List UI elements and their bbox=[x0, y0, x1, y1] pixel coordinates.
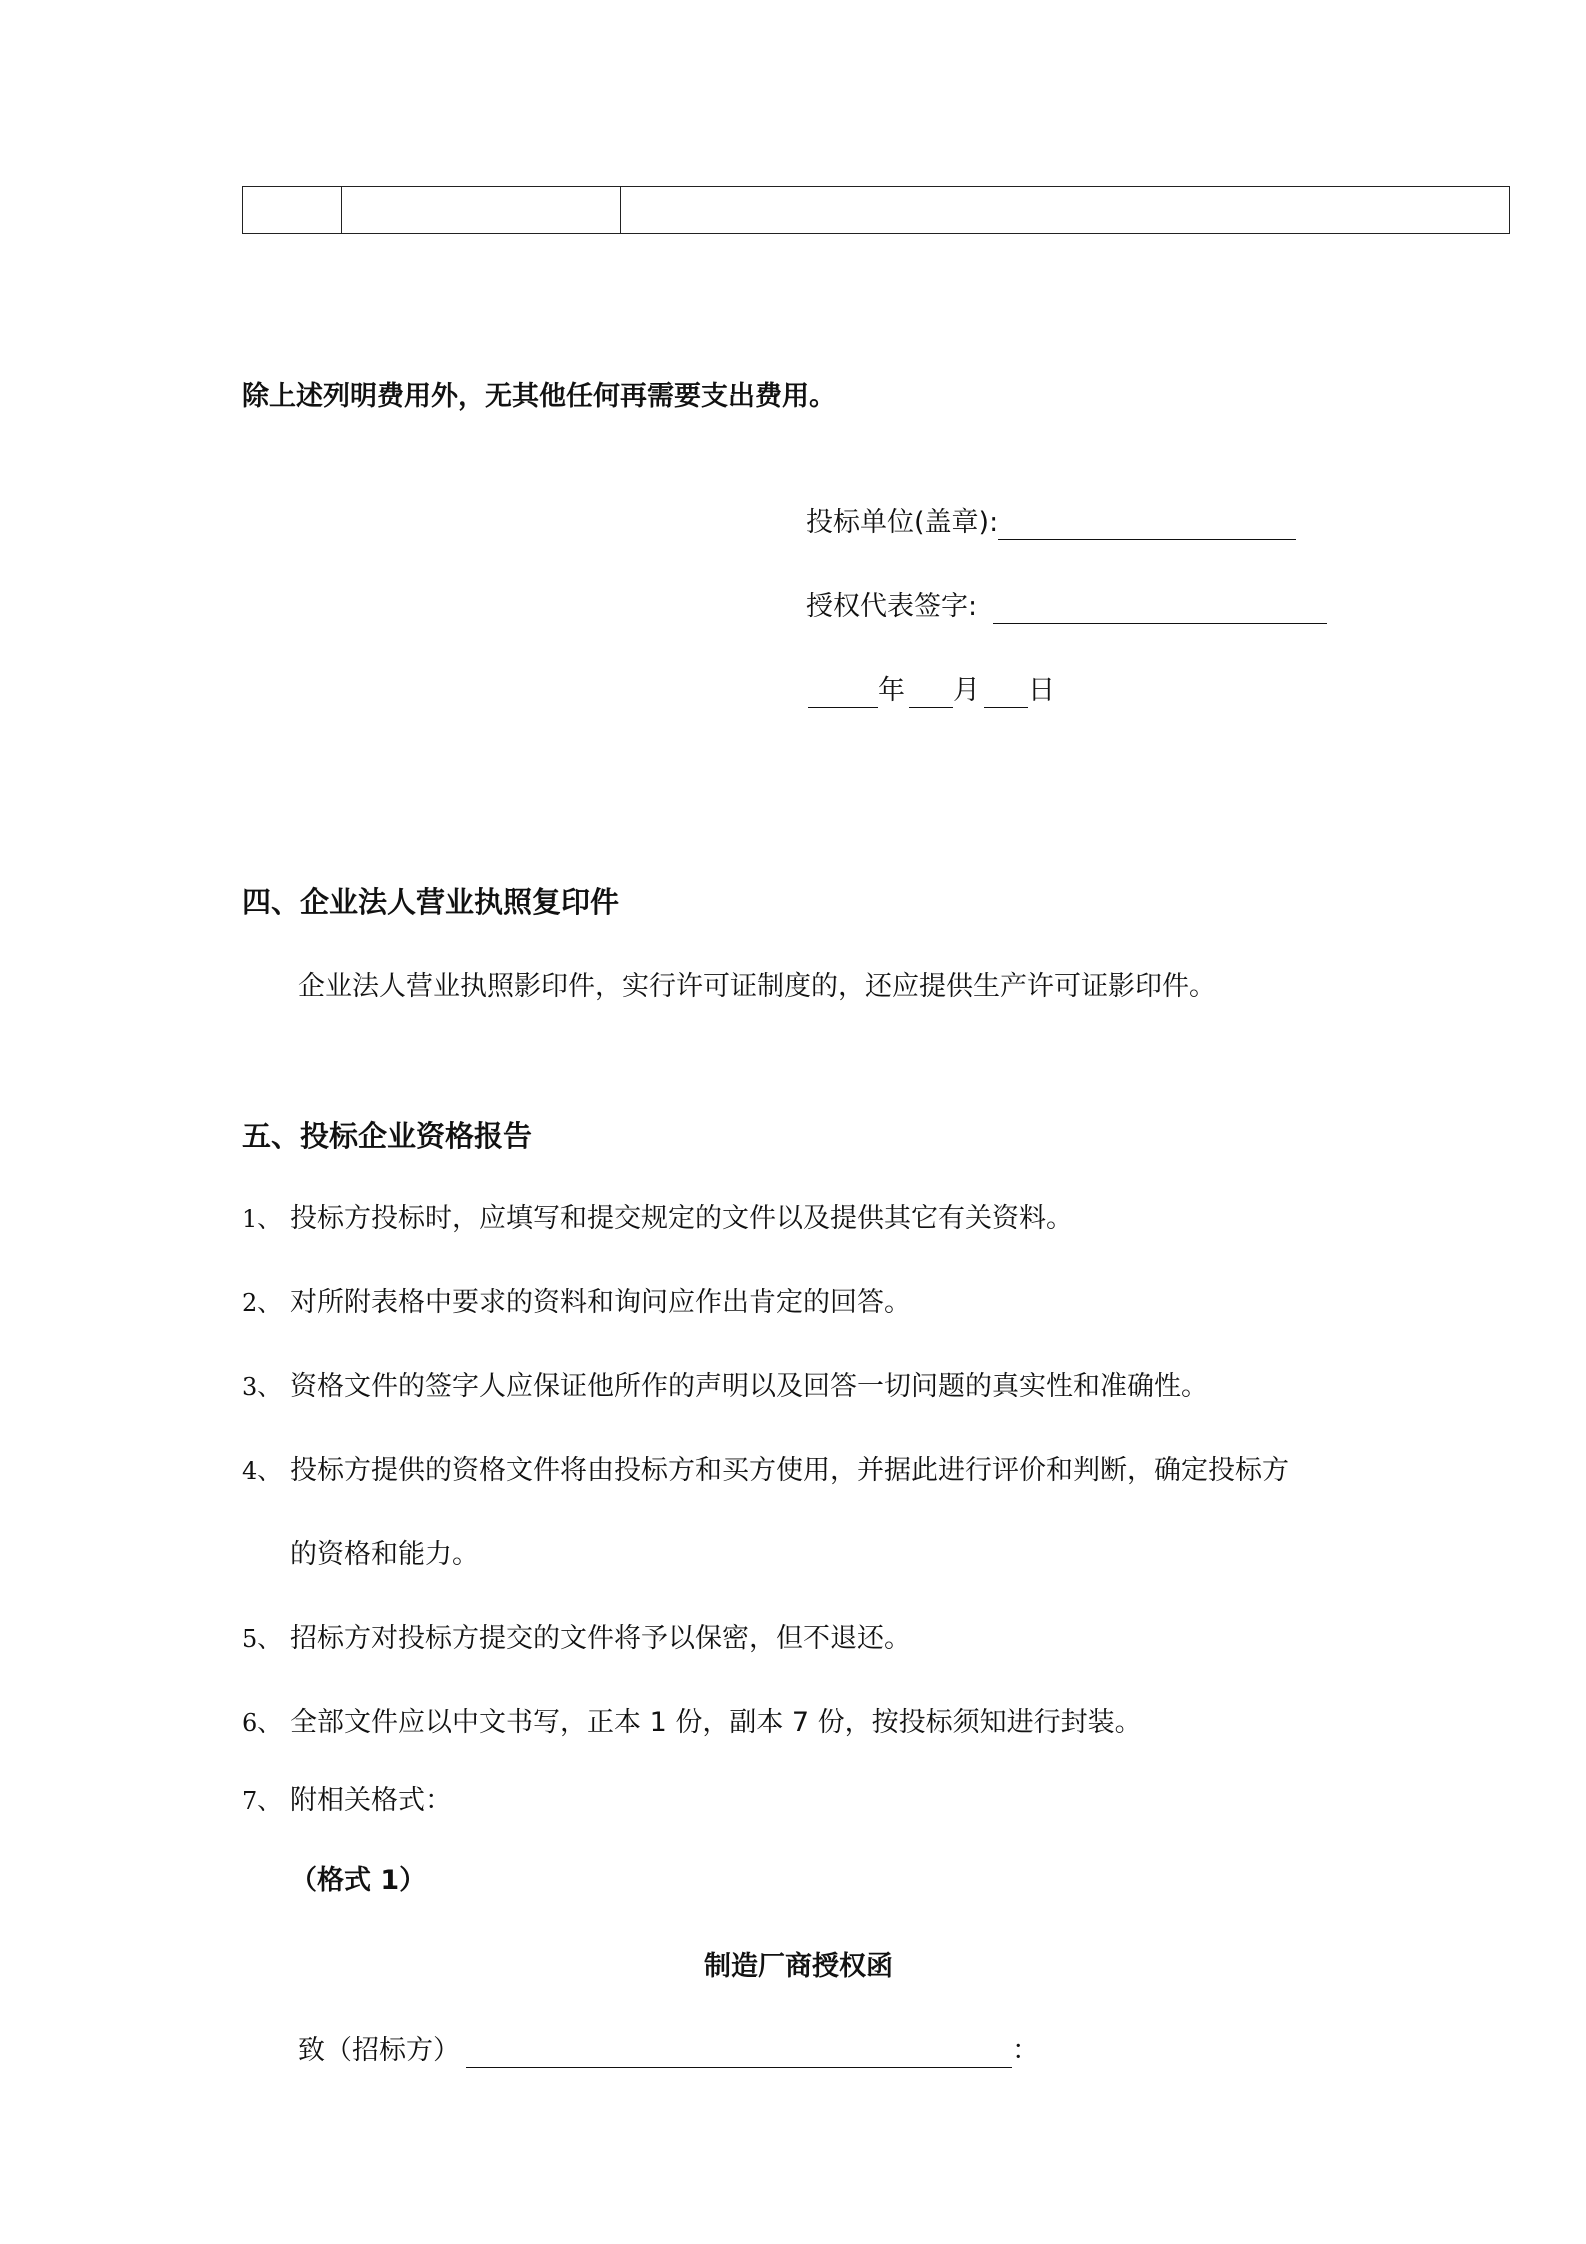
list-text: 全部文件应以中文书写，正本 1 份，副本 7 份，按投标须知进行封装。 bbox=[290, 1707, 1142, 1738]
list-item bbox=[242, 1370, 1208, 1404]
list-item-continuation: 的资格和能力。 bbox=[290, 1539, 479, 1570]
bidder-unit-row bbox=[806, 506, 1296, 540]
addressee-colon: ： bbox=[1012, 2035, 1039, 2066]
table-cell bbox=[621, 187, 1510, 234]
date-row bbox=[808, 674, 1055, 708]
table-row bbox=[243, 187, 1510, 234]
list-number: 5、 bbox=[242, 1625, 282, 1653]
list-text: 附相关格式： bbox=[290, 1785, 452, 1816]
list-number: 4、 bbox=[242, 1457, 282, 1485]
format-label: （格式 1） bbox=[290, 1865, 427, 1896]
list-item bbox=[242, 1454, 1289, 1488]
section4-body: 企业法人营业执照影印件，实行许可证制度的，还应提供生产许可证影印件。 bbox=[298, 971, 1216, 1002]
list-item bbox=[242, 1622, 911, 1656]
list-number: 1、 bbox=[242, 1205, 282, 1233]
cost-table-fragment bbox=[242, 186, 1510, 234]
list-item bbox=[242, 1202, 1073, 1236]
format-title: 制造厂商授权函 bbox=[704, 1951, 893, 1982]
addressee-label: 致（招标方） bbox=[298, 2035, 460, 2066]
list-text: 对所附表格中要求的资料和询问应作出肯定的回答。 bbox=[290, 1287, 911, 1318]
month-line[interactable] bbox=[909, 677, 953, 708]
addressee-row bbox=[298, 2034, 1039, 2068]
list-item bbox=[242, 1784, 452, 1818]
rep-sign-line[interactable] bbox=[993, 593, 1327, 624]
list-item bbox=[242, 1286, 911, 1320]
year-line[interactable] bbox=[808, 677, 878, 708]
year-label: 年 bbox=[878, 675, 905, 706]
list-number: 2、 bbox=[242, 1289, 282, 1317]
list-item bbox=[242, 1706, 1142, 1740]
bidder-unit-label: 投标单位(盖章): bbox=[806, 507, 999, 538]
list-number: 3、 bbox=[242, 1373, 282, 1401]
bidder-unit-line[interactable] bbox=[998, 509, 1296, 540]
day-line[interactable] bbox=[984, 677, 1028, 708]
month-label: 月 bbox=[953, 675, 980, 706]
section4-title: 四、企业法人营业执照复印件 bbox=[242, 885, 620, 919]
addressee-line[interactable] bbox=[466, 2039, 1012, 2068]
list-number: 7、 bbox=[242, 1787, 282, 1815]
section5-title: 五、投标企业资格报告 bbox=[242, 1119, 533, 1153]
list-number: 6、 bbox=[242, 1709, 282, 1737]
list-text: 招标方对投标方提交的文件将予以保密，但不退还。 bbox=[290, 1623, 911, 1654]
rep-sign-label: 授权代表签字: bbox=[806, 591, 978, 622]
rep-sign-row bbox=[806, 590, 1327, 624]
list-text: 投标方提供的资格文件将由投标方和买方使用，并据此进行评价和判断，确定投标方 bbox=[290, 1455, 1289, 1486]
day-label: 日 bbox=[1028, 675, 1055, 706]
list-text: 投标方投标时，应填写和提交规定的文件以及提供其它有关资料。 bbox=[290, 1203, 1073, 1234]
table-cell bbox=[243, 187, 342, 234]
table-cell bbox=[342, 187, 621, 234]
list-text: 资格文件的签字人应保证他所作的声明以及回答一切问题的真实性和准确性。 bbox=[290, 1371, 1208, 1402]
cost-note: 除上述列明费用外，无其他任何再需要支出费用。 bbox=[242, 381, 836, 412]
